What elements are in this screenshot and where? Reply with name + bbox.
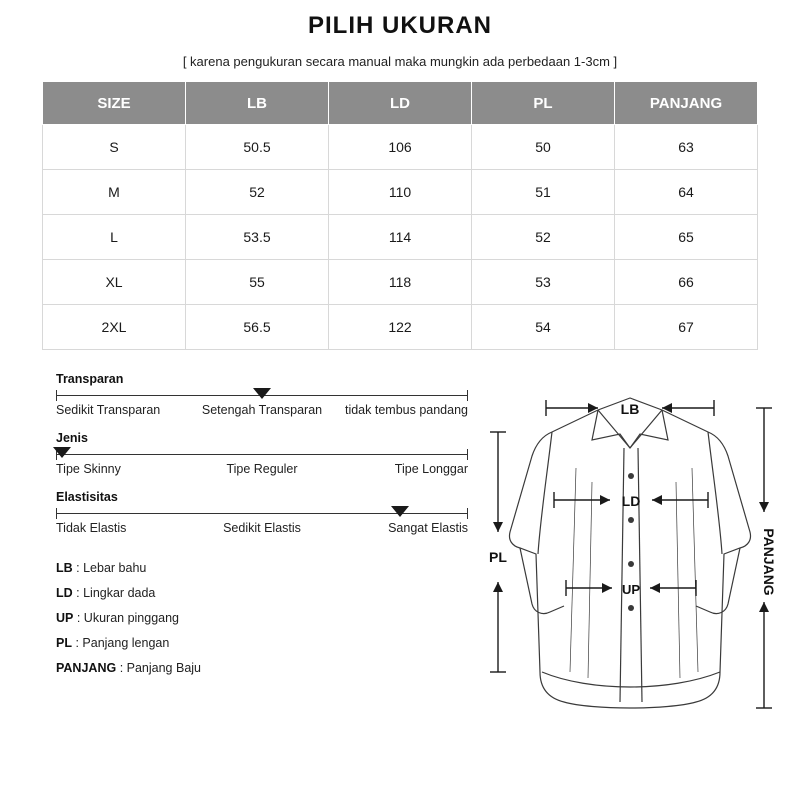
scale-jenis [56,431,486,480]
legend-item-lb [56,561,486,575]
cell-panjang: 64 [615,170,758,215]
scale-captions [56,462,468,480]
diagram-label-pl: PL [489,549,507,565]
cell-size: S [43,125,186,170]
scale-tick-right [467,390,468,401]
size-chart-page [0,12,800,812]
legend-value: : Lingkar dada [76,586,156,600]
scale-bar [56,454,468,455]
diagram-label-panjang: PANJANG [761,528,777,596]
cell-panjang: 66 [615,260,758,305]
scale-caption-left: Tidak Elastis [56,521,127,535]
legend-key: UP [56,611,74,625]
legend-item-panjang [56,661,486,675]
page-title: PILIH UKURAN [308,12,492,39]
cell-pl: 51 [472,170,615,215]
legend-key: PANJANG [56,661,117,675]
diagram-label-ld: LD [621,493,641,509]
scale-title: Elastisitas [56,490,118,504]
table-row [43,260,758,305]
diagram-label-lb: LB [620,401,640,417]
scale-axis [56,507,468,519]
legend-value: : Ukuran pinggang [76,611,180,625]
cell-size: M [43,170,186,215]
cell-ld: 118 [329,260,472,305]
scale-captions [56,403,468,421]
scale-title: Transparan [56,372,124,386]
scale-caption-left: Tipe Skinny [56,462,121,476]
cell-pl: 52 [472,215,615,260]
scale-marker [53,447,71,458]
legend-item-ld [56,586,486,600]
scale-marker [391,506,409,517]
table-row [43,170,758,215]
scale-tick-left [56,508,57,519]
legend-key: LB [56,561,73,575]
shirt-illustration [480,372,780,732]
scale-caption-right: Tipe Longgar [394,462,468,476]
measurement-note: [ karena pengukuran secara manual maka mungkin ada perbedaan 1-3cm ] [182,54,618,69]
diagram-label-up: UP [621,582,641,597]
scale-caption-right: tidak tembus pandang [344,403,468,417]
cell-lb: 56.5 [186,305,329,350]
scale-caption-left: Sedikit Transparan [56,403,161,417]
scale-marker [253,388,271,399]
table-header-row [43,82,758,125]
cell-panjang: 67 [615,305,758,350]
cell-size: 2XL [43,305,186,350]
cell-panjang: 65 [615,215,758,260]
cell-ld: 110 [329,170,472,215]
cell-lb: 52 [186,170,329,215]
column-header-lb: LB [186,82,329,125]
cell-panjang: 63 [615,125,758,170]
scale-caption-mid: Sedikit Elastis [223,521,301,535]
cell-size: XL [43,260,186,305]
cell-pl: 53 [472,260,615,305]
scale-tick-right [467,449,468,460]
scale-tick-left [56,390,57,401]
scale-tick-right [467,508,468,519]
legend-item-pl [56,636,486,650]
cell-size: L [43,215,186,260]
legend-value: : Panjang lengan [75,636,170,650]
legend-item-up [56,611,486,625]
column-header-size: SIZE [43,82,186,125]
scale-captions [56,521,468,539]
attributes-column [56,372,486,686]
cell-ld: 106 [329,125,472,170]
legend-value: : Lebar bahu [76,561,147,575]
garment-diagram [480,372,780,792]
size-table [42,81,758,350]
cell-pl: 54 [472,305,615,350]
lower-section [0,372,800,792]
scale-caption-mid: Setengah Transparan [201,403,323,417]
scale-elastisitas [56,490,486,539]
legend [56,561,486,675]
column-header-panjang: PANJANG [615,82,758,125]
scale-transparan [56,372,486,421]
scale-caption-mid: Tipe Reguler [226,462,298,476]
legend-key: PL [56,636,72,650]
scale-title: Jenis [56,431,88,445]
legend-value: : Panjang Baju [119,661,201,675]
table-row [43,125,758,170]
column-header-ld: LD [329,82,472,125]
scale-caption-right: Sangat Elastis [388,521,468,535]
table-row [43,305,758,350]
column-header-pl: PL [472,82,615,125]
table-row [43,215,758,260]
cell-ld: 122 [329,305,472,350]
cell-lb: 50.5 [186,125,329,170]
scale-axis [56,389,468,401]
cell-lb: 53.5 [186,215,329,260]
cell-pl: 50 [472,125,615,170]
legend-key: LD [56,586,73,600]
scale-axis [56,448,468,460]
cell-lb: 55 [186,260,329,305]
cell-ld: 114 [329,215,472,260]
